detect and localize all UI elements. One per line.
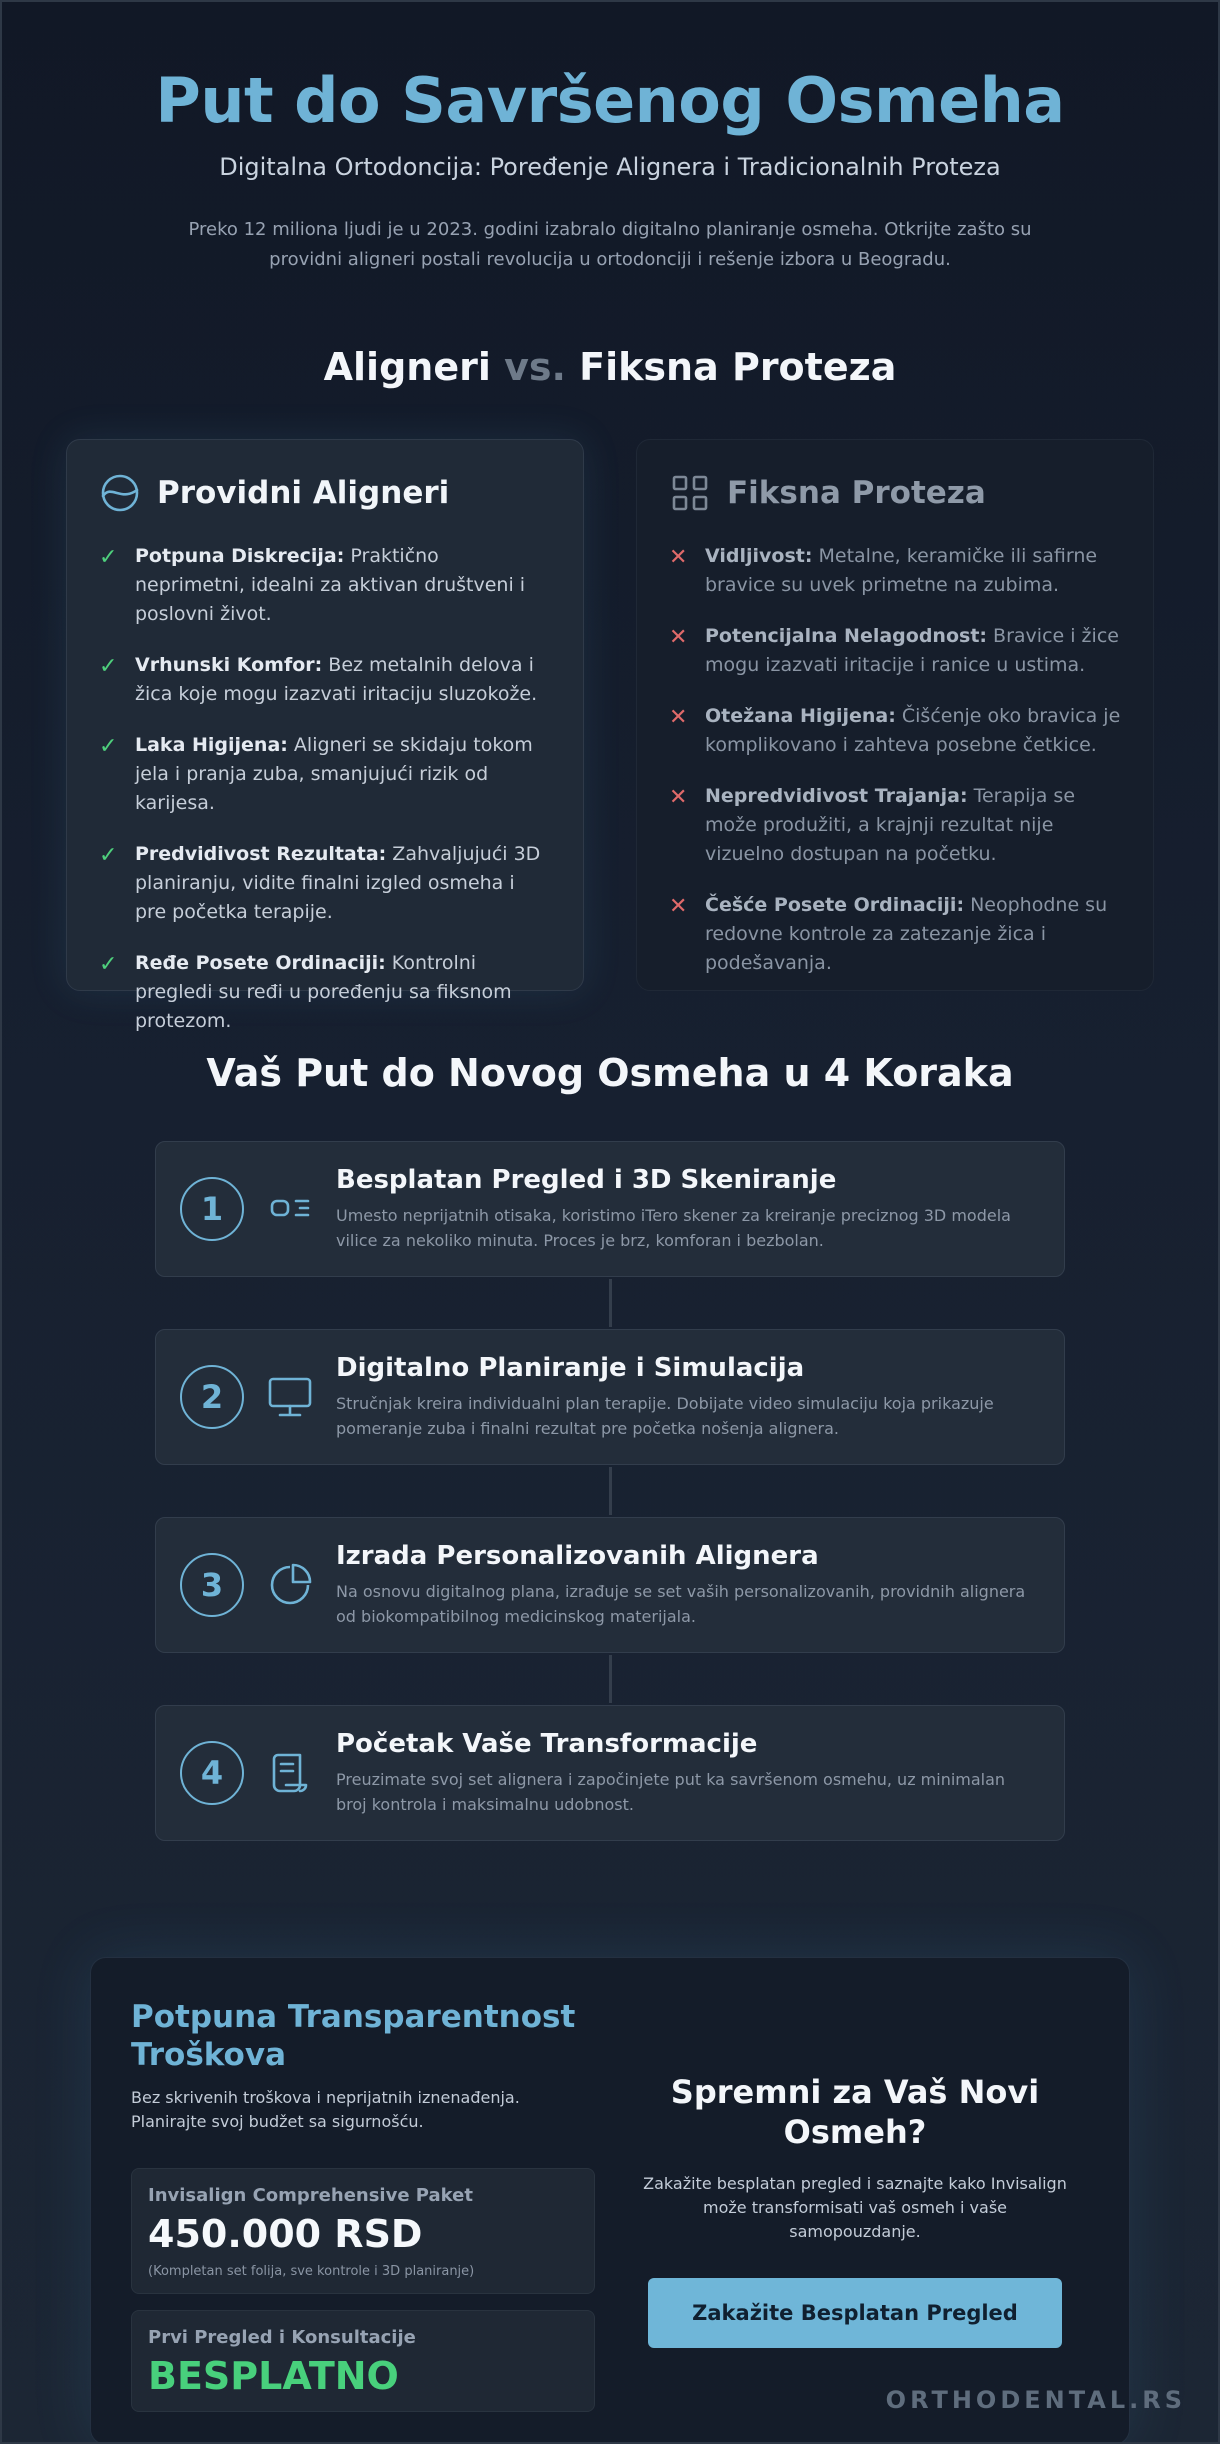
package-note: (Kompletan set folija, sve kontrole i 3D planiranje) (148, 2264, 475, 2279)
step-title: Besplatan Pregled i 3D Skeniranje (336, 1165, 837, 1195)
point-label: Ređe Posete Ordinaciji: (135, 952, 386, 974)
step-number: 3 (180, 1553, 244, 1617)
step-text: Preuzimate svoj set alignera i započinjete put ka savršenom osmehu, uz minimalan broj kontrola i maksimalnu udobnost. (336, 1770, 1006, 1814)
cta-text: Zakažite besplatan pregled i saznajte kako Invisalign može transformisati vaš osmeh i vaše samopouzdanje. (643, 2174, 1067, 2241)
point-label: Predvidivost Rezultata: (135, 843, 387, 865)
step-text: Stručnjak kreira individualni plan terapije. Dobijate video simulaciju koja prikazuje pomeranje zuba i finalni rezultat pre početka nošenja alignera. (336, 1394, 994, 1438)
step-title: Početak Vaše Transformacije (336, 1729, 758, 1759)
point-label: Laka Higijena: (135, 734, 288, 756)
cross-icon: ✕ (669, 545, 688, 570)
consult-price: BESPLATNO (148, 2354, 399, 2398)
pricing-lead: Bez skrivenih troškova i neprijatnih iznenađenja. Planirajte svoj budžet sa sigurnošću. (131, 2088, 520, 2131)
point-text: Bez metalnih delova i žica koje mogu izazvati iritaciju sluzokože. (135, 654, 538, 705)
point-text: Zahvaljujući 3D planiranju, vidite finalni izgled osmeha i pre početka terapije. (135, 843, 541, 923)
point-text: Bravice i žice mogu izazvati iritacije i ranice u ustima. (705, 625, 1119, 676)
point-text: Neophodne su redovne kontrole za zatezanje žica i podešavanja. (705, 894, 1108, 974)
cross-icon: ✕ (669, 705, 688, 730)
point-label: Vrhunski Komfor: (135, 654, 323, 676)
point-label: Potencijalna Nelagodnost: (705, 625, 988, 647)
point-label: Nepredvidivost Trajanja: (705, 785, 968, 807)
check-icon: ✓ (99, 843, 118, 868)
point-text: Praktično neprimetni, idealni za aktivan društveni i poslovni život. (135, 545, 526, 625)
check-icon: ✓ (99, 952, 118, 977)
page-title: Put do Savršenog Osmeha (155, 64, 1065, 137)
cross-icon: ✕ (669, 625, 688, 650)
check-icon: ✓ (99, 654, 118, 679)
braces-card-title: Fiksna Proteza (727, 475, 986, 511)
step-number: 4 (180, 1741, 244, 1805)
step-number: 1 (180, 1177, 244, 1241)
consult-label: Prvi Pregled i Konsultacije (148, 2327, 416, 2348)
cross-icon: ✕ (669, 894, 688, 919)
point-text: Aligneri se skidaju tokom jela i pranja zuba, smanjujući rizik od karijesa. (135, 734, 533, 814)
aligners-card-title: Providni Aligneri (157, 475, 450, 511)
point-text: Terapija se može produžiti, a krajnji rezultat nije vizuelno dostupan na početku. (705, 785, 1076, 865)
step-text: Umesto neprijatnih otisaka, koristimo iTero skener za kreiranje preciznog 3D modela vilice za nekoliko minuta. Proces je brz, komforan i bezbolan. (336, 1206, 1011, 1250)
pricing-title: Potpuna Transparentnost Troškova (131, 1999, 576, 2073)
point-text: Kontrolni pregledi su ređi u poređenju sa fiksnom protezom. (135, 952, 512, 1032)
package-price: 450.000 RSD (148, 2212, 423, 2256)
comparison-title-vs: vs. (504, 345, 566, 389)
step-number: 2 (180, 1365, 244, 1429)
book-appointment-button[interactable]: Zakažite Besplatan Pregled (648, 2278, 1062, 2348)
point-label: Potpuna Diskrecija: (135, 545, 345, 567)
point-text: Metalne, keramičke ili safirne bravice su uvek primetne na zubima. (705, 545, 1098, 596)
point-label: Otežana Higijena: (705, 705, 896, 727)
check-icon: ✓ (99, 545, 118, 570)
cta-title: Spremni za Vaš Novi Osmeh? (670, 2073, 1040, 2151)
comparison-title-right: Fiksna Proteza (579, 345, 897, 389)
intro-text: Preko 12 miliona ljudi je u 2023. godini izabralo digitalno planiranje osmeha. Otkrijte zašto su providni aligneri postali revolucija u ortodonciji i rešenje izbora u Beogradu. (188, 219, 1032, 270)
step-text: Na osnovu digitalnog plana, izrađuje se set vaših personalizovanih, providnih alignera od biokompatibilnog medicinskog materijala. (336, 1582, 1026, 1626)
comparison-title-left: Aligneri (323, 345, 491, 389)
package-label: Invisalign Comprehensive Paket (148, 2185, 473, 2206)
point-text: Čišćenje oko bravica je komplikovano i zahteva posebne četkice. (705, 705, 1121, 756)
steps-title: Vaš Put do Novog Osmeha u 4 Koraka (206, 1051, 1014, 1095)
cross-icon: ✕ (669, 785, 688, 810)
page-subtitle: Digitalna Ortodoncija: Poređenje Alignera i Tradicionalnih Proteza (219, 153, 1001, 181)
step-title: Digitalno Planiranje i Simulacija (336, 1353, 805, 1383)
step-title: Izrada Personalizovanih Alignera (336, 1541, 819, 1571)
brand-logo: ORTHODENTAL.RS (885, 2386, 1186, 2414)
point-label: Češće Posete Ordinaciji: (705, 894, 965, 916)
point-label: Vidljivost: (705, 545, 813, 567)
check-icon: ✓ (99, 734, 118, 759)
